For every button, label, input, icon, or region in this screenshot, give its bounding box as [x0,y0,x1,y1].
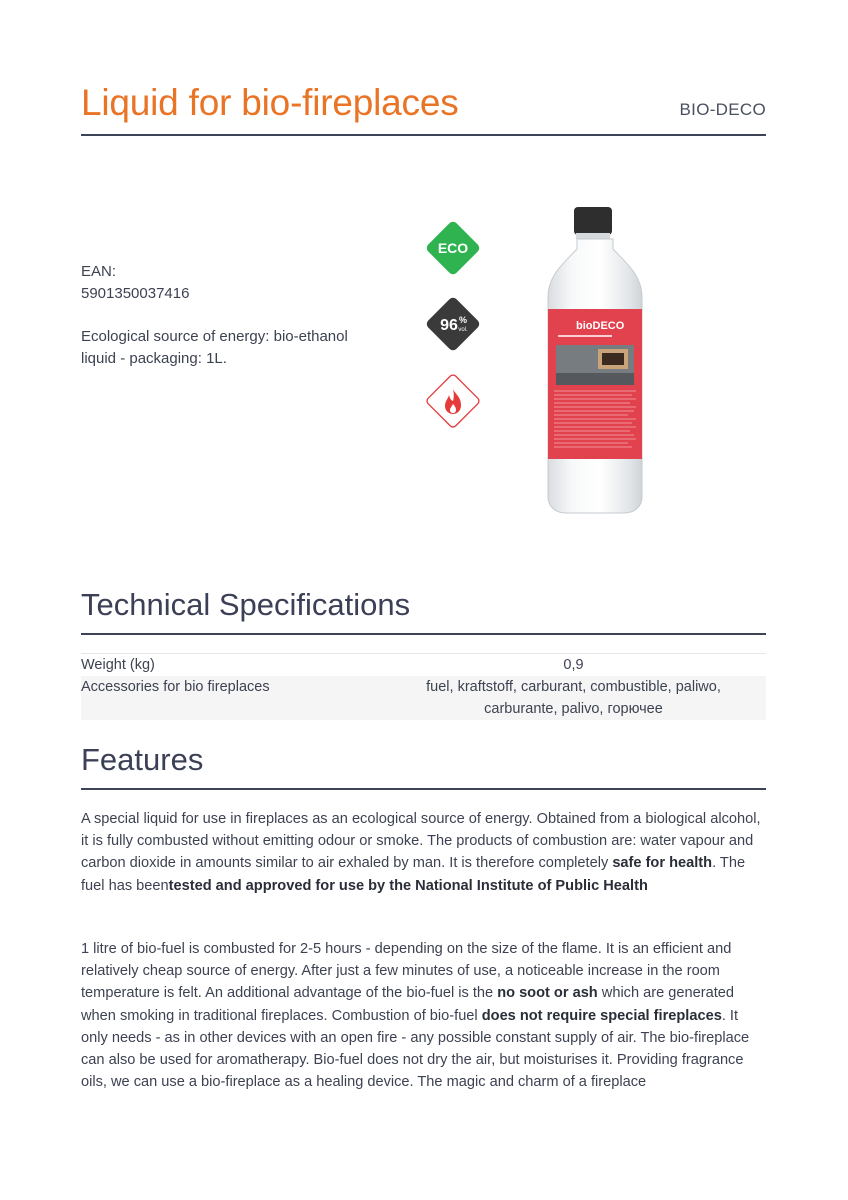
text: . The fuel has been [81,855,746,894]
emphasis-no-soot: no soot or ash [497,985,598,1002]
eco-badge-icon [423,218,483,278]
bottle-brand-label: bioDECO [576,320,625,332]
text: which are generated when smoking in traditional fireplaces. Combustion of bio-fuel [81,985,735,1024]
table-row [81,654,766,677]
alcohol-percent-badge-icon [423,294,483,354]
emphasis-no-special-fireplaces: does not require special fireplaces [481,1007,722,1024]
header-divider [81,134,766,136]
features-divider [81,788,766,790]
product-description [81,326,348,370]
spec-value-accessories [371,676,766,720]
text: 1 litre of bio-fuel is combusted for 2-5 hours - depending on the size of the flame. It is an efficient and relatively cheap source of energy. After just a few minutes of use, a noticeable increase in the room temperature is felt. An additional advantage of the bio-fuel is the [81,941,732,1002]
spec-value-accessories-line-1: fuel, kraftstoff, carburant, combustible, paliwo, [426,679,721,695]
ean-label: EAN: [81,263,117,280]
specs-divider [81,633,766,635]
brand-name: BIO-DECO [679,100,766,119]
emphasis-safe-for-health: safe for health [612,855,713,872]
text: . It only needs - as in other devices with an open fire - any possible constant supply of air. The bio-fireplace can also be used for aromatherapy. Bio-fuel does not dry the air, but moisturises it. Providing fragrance oils, we can use a bio-fireplace as a healing device. The magic and charm of a fireplace [81,1007,750,1091]
specs-title: Technical Specifications [81,587,411,622]
alcohol-percent-symbol: % [458,315,468,325]
features-paragraph-1 [81,808,766,897]
bottle-image [540,205,650,517]
alcohol-percent-unit: vol. [458,327,468,333]
features-title: Features [81,742,204,777]
emphasis-tested-approved: tested and approved for use by the National Institute of Public Health [168,877,648,894]
ean-value: 5901350037416 [81,285,190,302]
specs-table [81,653,766,720]
spec-value-accessories-line-2: carburante, palivo, горючее [484,701,663,717]
page-title: Liquid for bio-fireplaces [81,82,459,123]
description-line-2: liquid - packaging: 1L. [81,350,227,367]
alcohol-percent-value: 96 [440,317,458,334]
ean-block [81,261,189,305]
spec-label-weight: Weight (kg) [81,654,371,677]
table-row [81,676,766,720]
flammable-badge-icon [423,371,483,431]
eco-badge-label: ECO [437,240,469,256]
spec-label-accessories: Accessories for bio fireplaces [81,679,270,695]
spec-value-weight: 0,9 [371,654,766,677]
text: A special liquid for use in fireplaces as an ecological source of energy. Obtained from a biological alcohol, it is fully combusted without emitting odour or smoke. The products of combustion are: water vapour and carbon dioxide in amounts similar to air exhaled by man. It is therefore completely [81,811,761,872]
description-line-1: Ecological source of energy: bio-ethanol [81,328,348,345]
features-paragraph-2 [81,938,766,1093]
